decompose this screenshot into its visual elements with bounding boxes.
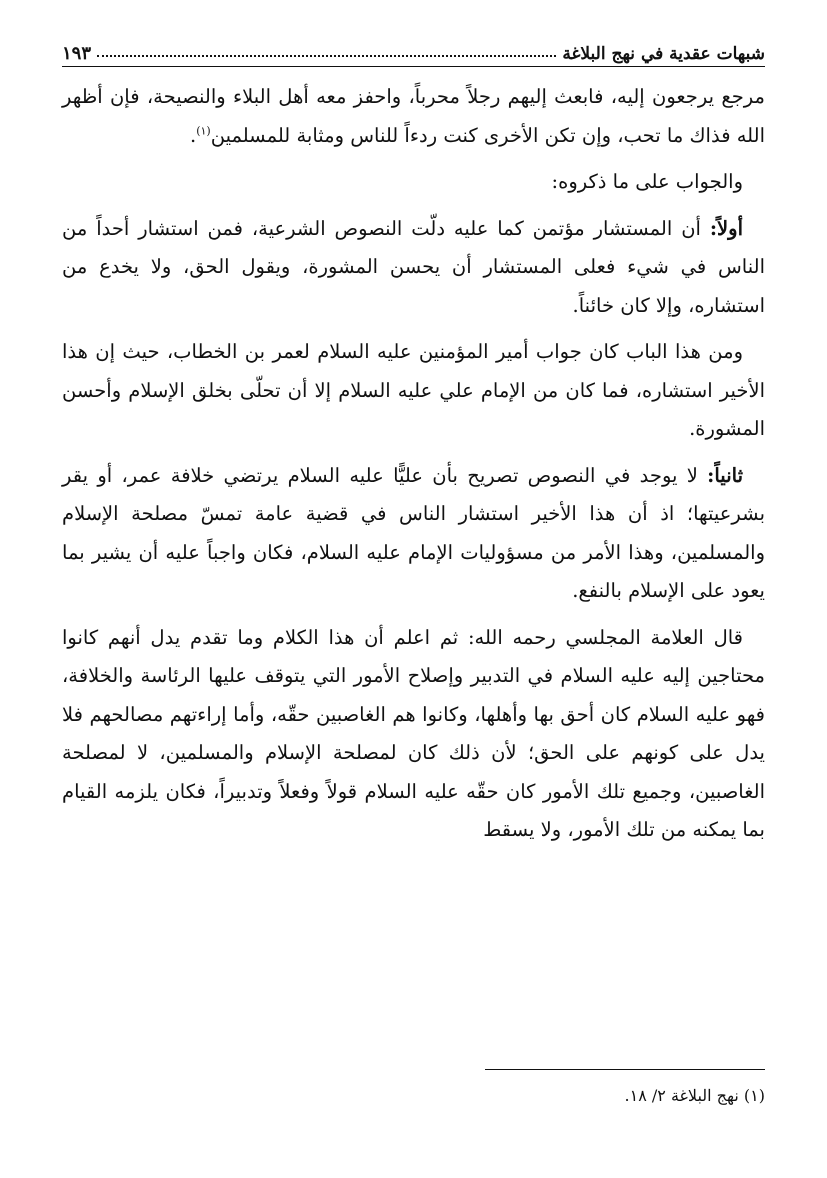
header-title: شبهات عقدية في نهج البلاغة xyxy=(562,44,765,64)
paragraph-1 xyxy=(62,78,765,155)
running-header xyxy=(62,30,765,64)
footnote-ref[interactable]: (١) xyxy=(196,124,211,137)
footnote-divider xyxy=(485,1069,765,1070)
body-text xyxy=(62,78,765,858)
page-number: ١٩٣ xyxy=(62,43,92,64)
paragraph-4 xyxy=(62,333,765,449)
paragraph-lead: ثانياً: xyxy=(707,463,743,487)
paragraph-2 xyxy=(62,163,765,202)
paragraph-tail: . xyxy=(190,123,197,147)
footnote: (١) نهج البلاغة ٢/ ١٨. xyxy=(624,1086,765,1105)
paragraph-3 xyxy=(62,210,765,326)
paragraph-text: مرجع يرجعون إليه، فابعث إليهم رجلاً محرباً، واحفز معه أهل البلاء والنصيحة، فإن أظهر الله فذاك ما تحب، وإن تكن الأخرى كنت ردءاً للناس ومثابة للمسلمين xyxy=(62,85,765,147)
header-divider xyxy=(62,66,765,67)
paragraph-text: ومن هذا الباب كان جواب أمير المؤمنين عليه السلام لعمر بن الخطاب، حيث إن هذا الأخير استشاره، فما كان من الإمام علي عليه السلام إلا أن تحلّى بخلق الإسلام وأحسن المشورة. xyxy=(62,340,765,440)
header-dot-leader xyxy=(97,54,556,57)
paragraph-text: أن المستشار مؤتمن كما عليه دلّت النصوص الشرعية، فمن استشار أحداً من الناس في شيء فعلى المستشار أن يحسن المشورة، ويقول الحق، ولا يخدع من استشاره، وإلا كان خائناً. xyxy=(62,216,765,317)
paragraph-5 xyxy=(62,457,765,611)
paragraph-6 xyxy=(62,619,765,850)
paragraph-text: قال العلامة المجلسي رحمه الله: ثم اعلم أن هذا الكلام وما تقدم يدل أنهم كانوا محتاجين إليه عليه السلام في التدبير وإصلاح الأمور التي يتوقف عليها الرئاسة والخلافة، فهو عليه السلام كان أحق بها وأهلها، وكانوا هم الغاصبين حقّه، وأما إراءتهم مصالحهم فلا يدل على كونهم على الحق؛ لأن ذلك كان لمصلحة الإسلام والمسلمين، لا لمصلحة الغاصبين، وجميع تلك الأمور كان حقّه عليه السلام قولاً وفعلاً وتدبيراً، فكان يلزمه القيام بما يمكنه من تلك الأمور، ولا يسقط xyxy=(62,625,765,841)
paragraph-lead: أولاً: xyxy=(709,216,743,240)
paragraph-text: والجواب على ما ذكروه: xyxy=(551,170,743,193)
paragraph-text: لا يوجد في النصوص تصريح بأن عليًّا عليه السلام يرتضي خلافة عمر، أو يقر بشرعيتها؛ اذ أن هذا الأخير استشار الناس في قضية عامة تمسّ مصلحة الإسلام والمسلمين، وهذا الأمر من مسؤوليات الإمام عليه السلام، فكان واجباً عليه أن يشير بما يعود على الإسلام بالنفع. xyxy=(62,463,765,602)
